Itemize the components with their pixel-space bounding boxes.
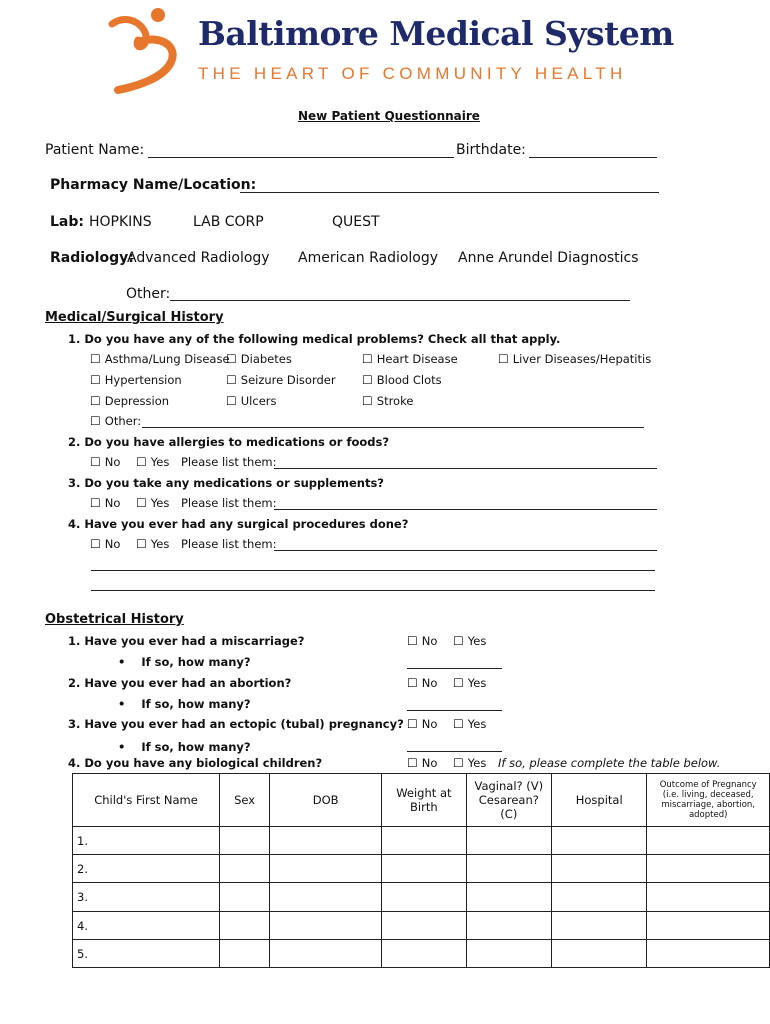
allergies-list-field[interactable] bbox=[274, 468, 657, 469]
miscarriage-count-field[interactable] bbox=[407, 668, 502, 669]
radiology-label: Radiology: bbox=[50, 250, 134, 266]
lab-option-labcorp[interactable]: LAB CORP bbox=[193, 214, 264, 230]
obs-q4: 4. Do you have any biological children? bbox=[68, 756, 323, 770]
lab-label: Lab: bbox=[50, 214, 84, 230]
checkbox-depression[interactable]: ☐ Depression bbox=[90, 394, 169, 408]
obs-q1: 1. Have you ever had a miscarriage? bbox=[68, 634, 305, 648]
table-header: Hospital bbox=[551, 774, 646, 827]
radiology-option-american[interactable]: American Radiology bbox=[298, 250, 439, 266]
table-header: Vaginal? (V) Cesarean? (C) bbox=[466, 774, 551, 827]
other-condition-field[interactable] bbox=[142, 427, 644, 428]
medications-list-field[interactable] bbox=[274, 509, 657, 510]
row-number: 2. bbox=[73, 855, 220, 883]
table-header: Weight at Birth bbox=[382, 774, 467, 827]
org-name: Baltimore Medical System bbox=[198, 14, 674, 53]
table-header: Outcome of Pregnancy (i.e. living, deceased, miscarriage, abortion, adopted) bbox=[647, 774, 770, 827]
miscarriage-how-many-label: • If so, how many? bbox=[118, 655, 251, 669]
surgery-list-line-2[interactable] bbox=[91, 570, 655, 571]
checkbox-hypertension[interactable]: ☐ Hypertension bbox=[90, 373, 182, 387]
medical-q4: 4. Have you ever had any surgical procedures done? bbox=[68, 517, 409, 531]
surgery-yes[interactable]: ☐ Yes bbox=[136, 537, 169, 551]
medications-no[interactable]: ☐ No bbox=[90, 496, 120, 510]
logo bbox=[108, 4, 194, 96]
patient-name-label: Patient Name: bbox=[45, 142, 145, 158]
checkbox-seizure[interactable]: ☐ Seizure Disorder bbox=[226, 373, 336, 387]
checkbox-blood-clots[interactable]: ☐ Blood Clots bbox=[362, 373, 442, 387]
miscarriage-yes[interactable]: ☐ Yes bbox=[453, 634, 486, 648]
medical-q3: 3. Do you take any medications or supplements? bbox=[68, 476, 384, 490]
medications-list-label: Please list them: bbox=[181, 496, 277, 510]
table-header-row bbox=[73, 774, 770, 827]
lab-option-hopkins[interactable]: HOPKINS bbox=[89, 214, 152, 230]
ectopic-count-field[interactable] bbox=[407, 751, 502, 752]
checkbox-stroke[interactable]: ☐ Stroke bbox=[362, 394, 413, 408]
surgery-no[interactable]: ☐ No bbox=[90, 537, 120, 551]
table-row[interactable] bbox=[73, 827, 770, 855]
checkbox-liver-disease[interactable]: ☐ Liver Diseases/Hepatitis bbox=[498, 352, 651, 366]
surgery-list-line-3[interactable] bbox=[91, 590, 655, 591]
org-tagline: THE HEART OF COMMUNITY HEALTH bbox=[198, 64, 627, 83]
ectopic-yes[interactable]: ☐ Yes bbox=[453, 717, 486, 731]
row-number: 5. bbox=[73, 940, 220, 968]
allergies-no[interactable]: ☐ No bbox=[90, 455, 120, 469]
obs-q2: 2. Have you ever had an abortion? bbox=[68, 676, 292, 690]
checkbox-asthma[interactable]: ☐ Asthma/Lung Disease bbox=[90, 352, 230, 366]
medical-history-heading: Medical/Surgical History bbox=[45, 310, 224, 325]
pharmacy-field[interactable] bbox=[240, 192, 659, 193]
checkbox-ulcers[interactable]: ☐ Ulcers bbox=[226, 394, 277, 408]
obstetrical-history-heading: Obstetrical History bbox=[45, 612, 184, 627]
table-row[interactable] bbox=[73, 912, 770, 940]
radiology-other-label: Other: bbox=[126, 286, 171, 302]
surgery-list-field[interactable] bbox=[274, 550, 657, 551]
row-number: 3. bbox=[73, 883, 220, 912]
ectopic-no[interactable]: ☐ No bbox=[407, 717, 437, 731]
abortion-count-field[interactable] bbox=[407, 710, 502, 711]
miscarriage-no[interactable]: ☐ No bbox=[407, 634, 437, 648]
radiology-option-advanced[interactable]: Advanced Radiology bbox=[127, 250, 270, 266]
table-row[interactable] bbox=[73, 855, 770, 883]
medications-yes[interactable]: ☐ Yes bbox=[136, 496, 169, 510]
checkbox-other[interactable]: ☐ Other: bbox=[90, 414, 141, 428]
checkbox-heart-disease[interactable]: ☐ Heart Disease bbox=[362, 352, 458, 366]
radiology-option-anne-arundel[interactable]: Anne Arundel Diagnostics bbox=[458, 250, 639, 266]
children-no[interactable]: ☐ No bbox=[407, 756, 437, 770]
table-row[interactable] bbox=[73, 883, 770, 912]
birthdate-field[interactable] bbox=[529, 157, 657, 158]
abortion-no[interactable]: ☐ No bbox=[407, 676, 437, 690]
birthdate-label: Birthdate: bbox=[456, 142, 526, 158]
row-number: 1. bbox=[73, 827, 220, 855]
obs-q3: 3. Have you ever had an ectopic (tubal) pregnancy? bbox=[68, 717, 404, 731]
table-row[interactable] bbox=[73, 940, 770, 968]
surgery-list-label: Please list them: bbox=[181, 537, 277, 551]
table-header: DOB bbox=[270, 774, 382, 827]
children-table bbox=[72, 773, 770, 968]
pharmacy-label: Pharmacy Name/Location: bbox=[50, 177, 257, 193]
abortion-yes[interactable]: ☐ Yes bbox=[453, 676, 486, 690]
row-number: 4. bbox=[73, 912, 220, 940]
form-title: New Patient Questionnaire bbox=[298, 109, 480, 123]
table-header: Sex bbox=[219, 774, 269, 827]
medical-q2: 2. Do you have allergies to medications or foods? bbox=[68, 435, 390, 449]
allergies-list-label: Please list them: bbox=[181, 455, 277, 469]
abortion-how-many-label: • If so, how many? bbox=[118, 697, 251, 711]
ectopic-how-many-label: • If so, how many? bbox=[118, 740, 251, 754]
patient-name-field[interactable] bbox=[148, 157, 454, 158]
lab-option-quest[interactable]: QUEST bbox=[332, 214, 380, 230]
allergies-yes[interactable]: ☐ Yes bbox=[136, 455, 169, 469]
logo-figure-icon bbox=[108, 4, 194, 96]
checkbox-diabetes[interactable]: ☐ Diabetes bbox=[226, 352, 292, 366]
children-yes[interactable]: ☐ Yes bbox=[453, 756, 486, 770]
radiology-other-field[interactable] bbox=[170, 300, 630, 301]
table-header: Child's First Name bbox=[73, 774, 220, 827]
children-table-note: If so, please complete the table below. bbox=[498, 756, 721, 770]
medical-q1: 1. Do you have any of the following medical problems? Check all that apply. bbox=[68, 332, 561, 346]
